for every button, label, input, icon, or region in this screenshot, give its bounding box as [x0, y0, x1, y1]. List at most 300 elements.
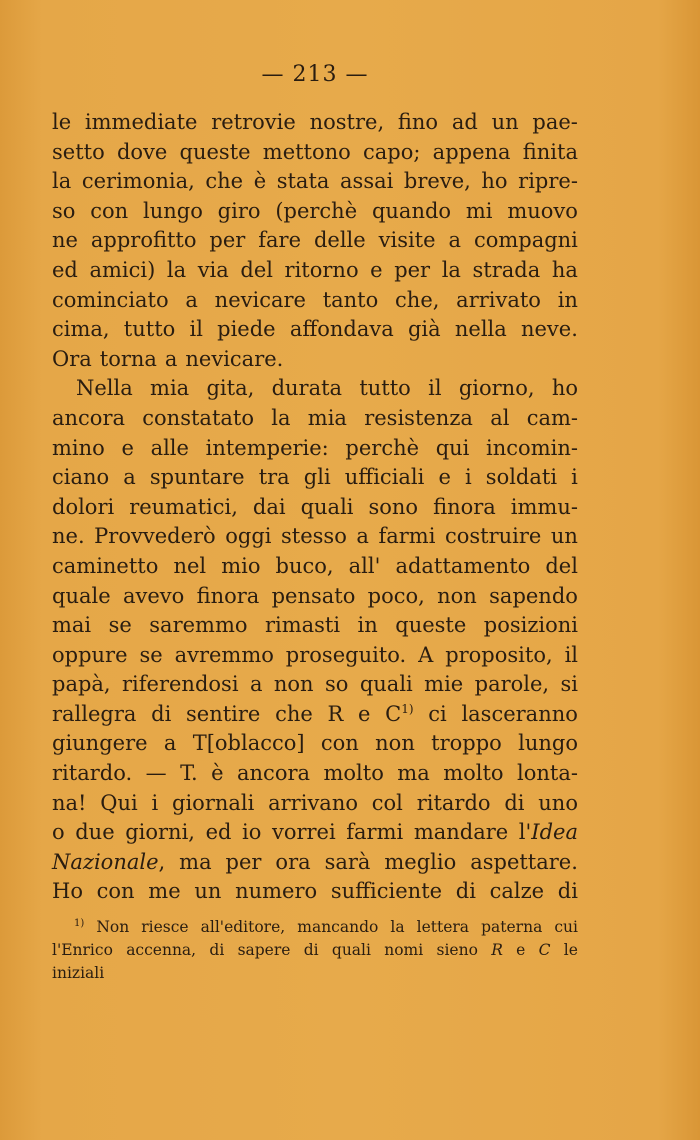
word-text: immu- — [510, 494, 578, 519]
word — [398, 108, 438, 138]
word — [263, 138, 351, 168]
word-text: oggi — [225, 524, 272, 549]
word-text: e — [438, 465, 451, 490]
word-text: so — [325, 672, 349, 697]
word-text: me — [148, 879, 181, 904]
word-text: che — [205, 169, 244, 194]
word-text: a — [185, 287, 198, 312]
word — [52, 286, 169, 316]
word — [517, 759, 578, 789]
word-text: breve, — [403, 169, 471, 194]
word-text: compagni — [473, 228, 578, 253]
word — [206, 818, 232, 848]
word-text: torna — [99, 346, 157, 371]
word-text: sufficiente — [330, 879, 443, 904]
word — [571, 463, 578, 493]
word-text: a — [163, 731, 177, 756]
word-text: posizioni — [483, 613, 578, 638]
word — [167, 256, 186, 286]
book-page — [52, 0, 578, 1140]
word — [76, 374, 133, 404]
body-line — [52, 729, 578, 759]
word-text: del — [545, 553, 578, 578]
word — [340, 167, 393, 197]
word-text: la — [166, 257, 187, 282]
word — [52, 197, 75, 227]
word-text: setto — [52, 139, 105, 164]
word-text: troppo — [431, 731, 502, 756]
word-text: Qui — [100, 790, 138, 815]
word — [205, 167, 243, 197]
word-text: se — [108, 613, 132, 638]
word — [390, 916, 404, 939]
word — [297, 916, 378, 939]
word-text: via — [197, 257, 229, 282]
word-text: oppure — [52, 642, 128, 667]
word-text: l' — [518, 820, 532, 845]
word — [271, 404, 290, 434]
word — [172, 789, 254, 819]
word-text: A — [418, 642, 434, 667]
word — [558, 877, 578, 907]
word — [117, 138, 167, 168]
word — [332, 939, 371, 962]
word — [523, 138, 578, 168]
word-text: con — [96, 879, 135, 904]
word — [359, 374, 411, 404]
word-text: ritorno — [284, 257, 359, 282]
word-text: giungere — [52, 731, 148, 756]
word — [52, 138, 105, 168]
word — [221, 552, 260, 582]
word — [465, 463, 472, 493]
word — [242, 818, 261, 848]
word — [235, 877, 317, 907]
word-text: reumatici, — [129, 494, 238, 519]
word — [325, 848, 371, 878]
word — [519, 818, 578, 848]
word — [52, 670, 111, 700]
footnote-line — [52, 962, 578, 985]
word — [75, 818, 114, 848]
word-text: Ho — [52, 879, 83, 904]
word-text: avremmo — [174, 642, 274, 667]
word-text: perchè — [345, 435, 420, 460]
body-line — [52, 315, 578, 345]
word-text: cui — [554, 918, 578, 936]
word — [395, 286, 439, 316]
footnote-line — [52, 916, 578, 939]
word-text: paterna — [481, 918, 543, 936]
word — [94, 522, 216, 552]
word-text: avevo — [122, 583, 185, 608]
word-text: ufficiali — [344, 465, 425, 490]
word-text: R — [327, 701, 344, 726]
word-text: retrovie — [211, 110, 296, 134]
word — [358, 700, 370, 730]
word — [331, 877, 442, 907]
word — [185, 345, 283, 375]
word — [558, 286, 578, 316]
word — [52, 226, 78, 256]
word — [473, 256, 541, 286]
word — [521, 315, 578, 345]
word — [52, 729, 148, 759]
word — [52, 493, 114, 523]
word — [378, 522, 435, 552]
word — [198, 256, 229, 286]
word-text: C — [538, 941, 551, 959]
word — [185, 286, 198, 316]
word-text: ora — [275, 849, 311, 874]
body-line — [52, 611, 578, 641]
word-text: un — [550, 524, 578, 549]
word — [148, 877, 180, 907]
word — [385, 700, 413, 730]
word-text: calze — [489, 879, 545, 904]
word-text: incomin- — [486, 435, 578, 460]
word — [123, 463, 136, 493]
word-text: mancando — [297, 918, 379, 936]
word — [82, 167, 195, 197]
body-line — [52, 789, 578, 819]
word-text: a — [164, 346, 178, 371]
word-text: lettera — [416, 918, 470, 936]
word — [275, 700, 313, 730]
word-text: ma — [179, 849, 212, 874]
word — [304, 939, 319, 962]
word — [532, 108, 578, 138]
word-text: — — [145, 761, 167, 786]
word-text: durata — [271, 376, 343, 401]
word-text: di — [303, 941, 319, 959]
word-text: di — [504, 790, 525, 815]
word-text: delle — [313, 228, 366, 253]
word-text: lasceranno — [461, 701, 578, 726]
word — [52, 522, 85, 552]
word — [253, 493, 286, 523]
word-text: non — [273, 672, 314, 697]
word-text: per — [209, 228, 246, 253]
word-text: ancora — [237, 761, 311, 786]
word — [165, 345, 178, 375]
word — [52, 256, 78, 286]
word-text: Idea — [531, 820, 578, 845]
word — [323, 759, 383, 789]
word-text: dolori — [52, 494, 115, 519]
word-text: soldati — [485, 465, 558, 490]
body-line — [52, 552, 578, 582]
word — [301, 493, 354, 523]
word — [314, 226, 366, 256]
word-text: ritardo — [416, 790, 491, 815]
word — [327, 700, 343, 730]
word-text: quali — [359, 672, 413, 697]
word — [490, 877, 545, 907]
word-text: al — [490, 405, 510, 430]
word — [52, 962, 104, 985]
word — [218, 197, 261, 227]
word — [164, 729, 177, 759]
word — [504, 789, 524, 819]
word-text: finita — [522, 139, 578, 164]
word — [459, 374, 535, 404]
word-text: in — [357, 613, 378, 638]
word-text: uno — [538, 790, 578, 815]
word — [561, 670, 579, 700]
word — [150, 374, 189, 404]
word-text: papà, — [52, 672, 111, 697]
word-text: fino — [397, 110, 439, 134]
word — [129, 493, 238, 523]
word — [123, 582, 184, 612]
word-text: lungo — [518, 731, 578, 756]
word — [436, 434, 470, 464]
word-text: ad — [451, 110, 478, 134]
word — [141, 916, 188, 939]
word — [276, 552, 334, 582]
word-text: con — [90, 198, 129, 223]
word-text: T[oblacco] — [192, 731, 305, 756]
word-text: per — [394, 257, 431, 282]
body-line — [52, 582, 578, 612]
word — [445, 522, 541, 552]
word-text: ancora — [52, 405, 126, 430]
word — [146, 759, 167, 789]
word — [109, 611, 132, 641]
word-text: neve. — [520, 317, 578, 342]
word-text: capo; — [363, 139, 421, 164]
body-line — [52, 345, 578, 375]
word-text: queste — [179, 139, 251, 164]
word — [368, 582, 425, 612]
word — [217, 315, 275, 345]
word-text: molto — [443, 761, 504, 786]
word-text: alle — [150, 435, 189, 460]
body-line — [52, 522, 578, 552]
word-text: dai — [252, 494, 286, 519]
word-text: cominciato — [52, 287, 169, 312]
word — [52, 404, 125, 434]
word-text: giornali — [172, 790, 255, 815]
word — [424, 670, 463, 700]
word-text: nevicare — [214, 287, 306, 312]
word — [349, 552, 381, 582]
word — [194, 877, 221, 907]
word-text: sieno — [436, 941, 478, 959]
word-text: (perchè — [275, 198, 358, 223]
word-text: ed — [52, 257, 78, 282]
word — [552, 256, 578, 286]
word — [240, 256, 273, 286]
word — [52, 759, 132, 789]
word-text: proposito, — [445, 642, 553, 667]
footnote-marker: 1) — [401, 701, 414, 716]
word-text: ci — [428, 701, 447, 726]
page-number: — 213 — — [261, 62, 369, 87]
word-text: pae- — [532, 110, 578, 134]
word — [142, 404, 254, 434]
word — [345, 463, 425, 493]
word — [250, 670, 263, 700]
word — [395, 552, 530, 582]
word-text: non — [437, 583, 477, 608]
word-text: accenna, — [126, 941, 197, 959]
word-text: si — [560, 672, 578, 697]
body-line — [52, 641, 578, 671]
word — [211, 759, 223, 789]
word-text: di — [209, 941, 225, 959]
word — [437, 939, 478, 962]
word-text: Ora — [52, 346, 92, 371]
word — [486, 434, 578, 464]
word — [52, 611, 91, 641]
word-text: rallegra — [52, 701, 137, 726]
word — [443, 759, 503, 789]
word — [52, 463, 109, 493]
word-text: l'Enrico — [52, 941, 113, 959]
word — [151, 434, 189, 464]
word — [564, 939, 578, 962]
word-text: di — [151, 701, 172, 726]
word-text: all' — [348, 553, 381, 578]
word-text: col — [371, 790, 403, 815]
word — [52, 877, 83, 907]
word — [442, 256, 461, 286]
word — [397, 759, 429, 789]
word-text: aspettare. — [470, 849, 578, 874]
word-text: o — [52, 820, 65, 845]
word-text: Provvederò — [94, 524, 216, 549]
word-text: gita, — [206, 376, 255, 401]
word-text: mio — [221, 553, 261, 578]
word — [125, 818, 195, 848]
word — [490, 404, 509, 434]
word — [404, 167, 471, 197]
word-text: la — [441, 257, 461, 282]
word — [52, 582, 111, 612]
word — [274, 670, 314, 700]
word — [100, 345, 157, 375]
word — [265, 611, 340, 641]
word — [52, 700, 136, 730]
word-text: tra — [258, 465, 290, 490]
word-text: strada — [472, 257, 541, 282]
word-text: mandare — [413, 820, 509, 845]
word — [346, 818, 403, 848]
word — [285, 256, 359, 286]
word — [100, 789, 137, 819]
word-text: è — [253, 169, 267, 194]
word-text: qui — [435, 435, 470, 460]
body-line — [52, 286, 578, 316]
word-text: se — [139, 642, 163, 667]
word-text: riferendosi — [122, 672, 239, 697]
word-text: giorno, — [458, 376, 535, 401]
word — [180, 138, 251, 168]
word-text: con — [320, 731, 359, 756]
word — [52, 315, 110, 345]
word — [85, 108, 198, 138]
word — [52, 434, 105, 464]
word-text: a — [249, 672, 263, 697]
word-text: per — [225, 849, 262, 874]
word — [52, 818, 65, 848]
word — [193, 729, 305, 759]
word — [475, 670, 549, 700]
word — [52, 108, 71, 138]
word-text: fare — [258, 228, 302, 253]
word-text: arrivano — [268, 790, 358, 815]
word-text: sapendo — [489, 583, 578, 608]
word — [395, 611, 466, 641]
word — [363, 138, 420, 168]
word-text: affondava — [289, 317, 394, 342]
word — [74, 916, 84, 939]
word — [466, 197, 493, 227]
word — [259, 463, 290, 493]
word-text: saremmo — [149, 613, 248, 638]
word-text: ed — [205, 820, 232, 845]
word-text: ne. — [52, 524, 85, 549]
word — [492, 108, 519, 138]
word-text: iniziali — [52, 964, 105, 982]
word — [372, 197, 451, 227]
word-text: ho — [551, 376, 578, 401]
body-line — [52, 108, 578, 138]
word-text: piede — [217, 317, 276, 342]
word-text: farmi — [346, 820, 404, 845]
word — [206, 374, 254, 404]
word-text: approfitto — [90, 228, 197, 253]
word-text: immediate — [84, 110, 198, 134]
body-line — [52, 670, 578, 700]
word — [52, 789, 86, 819]
word — [433, 138, 511, 168]
word — [272, 582, 356, 612]
word — [527, 404, 578, 434]
word — [518, 729, 578, 759]
word-text: resistenza — [364, 405, 473, 430]
word — [565, 641, 578, 671]
word-text: di — [557, 879, 578, 904]
body-text — [52, 108, 578, 907]
word-text: Non — [96, 918, 130, 936]
word-text: mia — [150, 376, 190, 401]
word — [290, 315, 394, 345]
word — [124, 315, 176, 345]
word-text: in — [557, 287, 578, 312]
word — [143, 197, 203, 227]
word-text: due — [75, 820, 115, 845]
word-text: ciano — [52, 465, 110, 490]
word-text: è — [211, 761, 224, 786]
word-text: pensato — [271, 583, 356, 608]
word — [538, 789, 578, 819]
word — [272, 374, 343, 404]
word — [304, 463, 331, 493]
word — [516, 939, 525, 962]
word — [507, 197, 578, 227]
word-text: di — [455, 879, 476, 904]
word — [384, 939, 423, 962]
word-text: io — [242, 820, 262, 845]
word — [414, 818, 508, 848]
word — [323, 286, 379, 316]
word-text: , — [158, 849, 166, 874]
word-text: appena — [432, 139, 511, 164]
word — [180, 759, 198, 789]
